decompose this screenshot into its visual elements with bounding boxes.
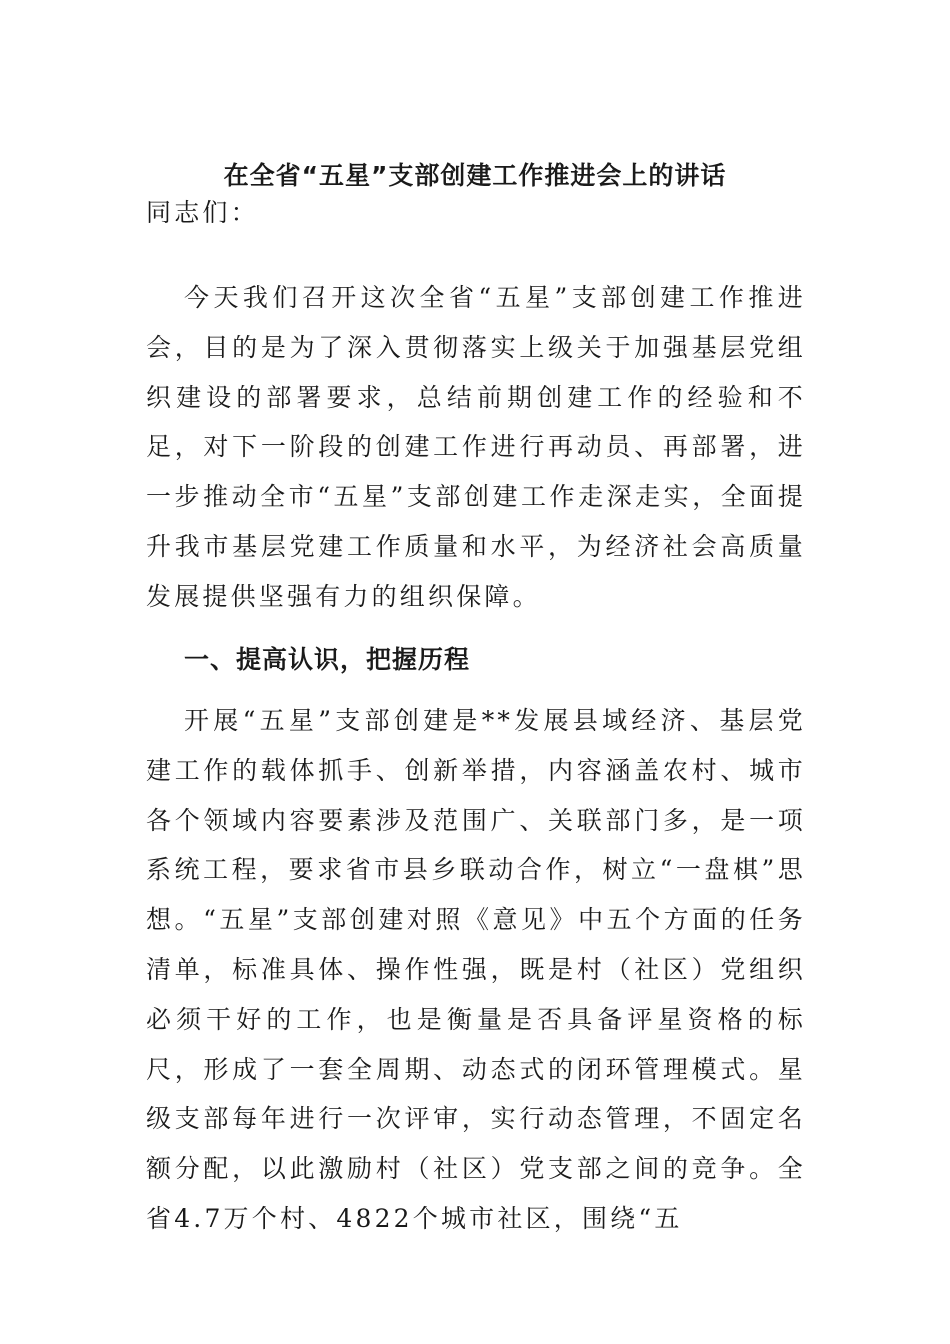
salutation: 同志们： bbox=[146, 198, 259, 227]
section-1-paragraph: 开展“五星”支部创建是**发展县域经济、基层党建工作的载体抓手、创新举措，内容涵盖农村、城市各个领域内容要素涉及范围广、关联部门多，是一项系统工程，要求省市县乡联动合作，树立“一盘棋”思想。“五星”支部创建对照《意见》中五个方面的任务清单，标准具体、操作性强，既是村（社区）党组织必须干好的工作，也是衡量是否具备评星资格的标尺，形成了一套全周期、动态式的闭环管理模式。星级支部每年进行一次评审，实行动态管理，不固定名额分配，以此激励村（社区）党支部之间的竞争。全省4.7万个村、4822个城市社区，围绕“五 bbox=[146, 706, 806, 1233]
opening-paragraph: 今天我们召开这次全省“五星”支部创建工作推进会，目的是为了深入贯彻落实上级关于加强基层党组织建设的部署要求，总结前期创建工作的经验和不足，对下一阶段的创建工作进行再动员、再部署，进一步推动全市“五星”支部创建工作走深走实，全面提升我市基层党建工作质量和水平，为经济社会高质量发展提供坚强有力的组织保障。 bbox=[146, 283, 806, 611]
section-heading-1: 一、提高认识，把握历程 bbox=[184, 645, 471, 674]
document-title: 在全省“五星”支部创建工作推进会上的讲话 bbox=[223, 161, 727, 190]
